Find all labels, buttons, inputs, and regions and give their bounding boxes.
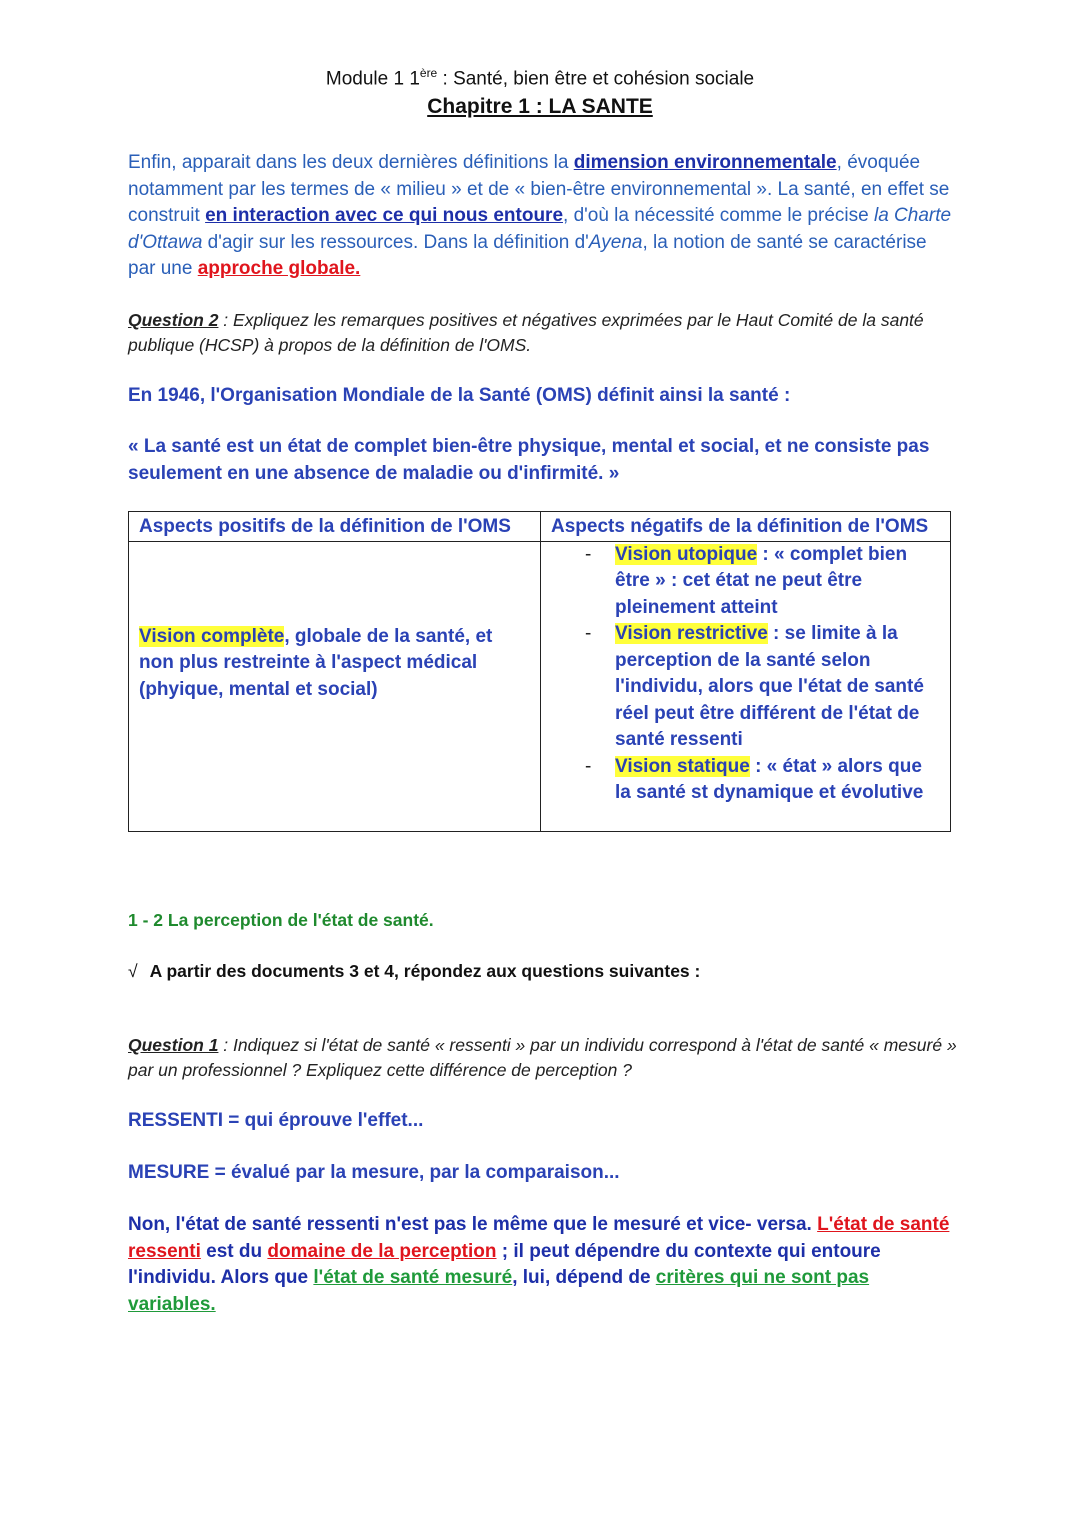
check-mark-icon: √ xyxy=(128,961,138,981)
header-positive: Aspects positifs de la définition de l'OMS xyxy=(129,512,541,542)
answer-red-1: L'état de santé ressenti xyxy=(128,1214,950,1262)
negative-cell xyxy=(541,541,951,832)
intro-text-2: , évoquée notamment par les termes de « milieu » et de « bien-être environnemental ». La santé, en effet se construit xyxy=(128,152,950,226)
module-title xyxy=(0,66,1080,90)
oms-aspects-table xyxy=(128,511,951,832)
keyword-global-approach: approche globale. xyxy=(197,258,361,279)
chapter-title xyxy=(0,95,1080,119)
list-item xyxy=(541,542,940,622)
intro-text-5: , la notion de santé se caractérise par une xyxy=(128,231,927,279)
answer-text-4: , lui, dépend de xyxy=(512,1267,656,1288)
module-suffix: : Santé, bien être et cohésion sociale xyxy=(437,68,755,90)
oms-intro: En 1946, l'Organisation Mondiale de la Santé (OMS) définit ainsi la santé : xyxy=(128,385,791,406)
list-item xyxy=(541,754,940,807)
negative-text: : « état » alors que la santé st dynamique et évolutive xyxy=(615,755,924,803)
definition-ressenti: RESSENTI = qui éprouve l'effet... xyxy=(128,1110,424,1131)
answer-text-1: Non, l'état de santé ressenti n'est pas le même que le mesuré et vice- versa. xyxy=(128,1214,818,1235)
keyword-environmental: dimension environnementale xyxy=(573,152,837,173)
answer-green-1: l'état de santé mesuré xyxy=(313,1267,513,1288)
question-2-label: Question 2 xyxy=(128,310,219,330)
section-title: 1 - 2 La perception de l'état de santé. xyxy=(128,910,434,930)
intro-text-4: d'agir sur les ressources. Dans la définition d' xyxy=(202,231,589,253)
module-superscript: ère xyxy=(419,66,438,80)
keyword-interaction: en interaction avec ce qui nous entoure xyxy=(205,205,564,226)
negative-highlight: Vision statique xyxy=(615,755,750,777)
definition-mesure: MESURE = évalué par la mesure, par la comparaison... xyxy=(128,1162,620,1183)
negative-highlight: Vision utopique xyxy=(615,543,758,565)
negative-list xyxy=(541,542,940,807)
negative-text: : se limite à la perception de la santé selon l'individu, alors que l'état de santé réel peut être différent de l'état de santé ressenti xyxy=(615,623,924,750)
question-1 xyxy=(128,1033,968,1083)
oms-quote: « La santé est un état de complet bien-être physique, mental et social, et ne consiste pas seulement en une absence de maladie ou d'infirmité. » xyxy=(128,436,930,484)
ayena-name: Ayena xyxy=(588,231,643,253)
ottawa-charter: la Charte d'Ottawa xyxy=(128,205,952,253)
question-2 xyxy=(128,308,968,358)
positive-text: , globale de la santé, et non plus restreinte à l'aspect médical (phyique, mental et social) xyxy=(139,625,493,700)
module-prefix: Module 1 1 xyxy=(325,68,420,90)
intro-paragraph xyxy=(128,150,958,283)
answer-green-2: critères qui ne sont pas variables. xyxy=(128,1267,870,1315)
answer-text-3: ; il peut dépendre du contexte qui entoure l'individu. Alors que xyxy=(128,1240,881,1288)
positive-highlight: Vision complète xyxy=(139,625,285,647)
instruction-text: A partir des documents 3 et 4, répondez aux questions suivantes : xyxy=(149,961,701,981)
chapter-title-text: Chapitre 1 : LA SANTE xyxy=(427,95,653,118)
intro-text-3: , d'où la nécessité comme le précise xyxy=(563,205,874,226)
list-item xyxy=(541,621,940,754)
answer-paragraph xyxy=(128,1212,958,1318)
intro-text-1: Enfin, apparait dans les deux dernières définitions la xyxy=(128,152,574,173)
instruction-line xyxy=(128,961,700,982)
answer-text-2: est du xyxy=(200,1240,268,1262)
table-header-row xyxy=(129,512,951,542)
question-2-text: : Expliquez les remarques positives et négatives exprimées par le Haut Comité de la santé publique (HCSP) à propos de la définition de l'OMS. xyxy=(128,310,924,355)
negative-text: : « complet bien être » : cet état ne peut être pleinement atteint xyxy=(615,543,908,618)
question-1-label: Question 1 xyxy=(128,1035,219,1055)
positive-cell xyxy=(129,541,541,832)
negative-highlight: Vision restrictive xyxy=(615,623,768,644)
question-1-text: : Indiquez si l'état de santé « ressenti » par un individu correspond à l'état de santé « mesuré » par un professionnel ? Expliquez cette différence de perception ? xyxy=(128,1035,957,1080)
answer-red-2: domaine de la perception xyxy=(267,1240,497,1262)
header-negative: Aspects négatifs de la définition de l'OMS xyxy=(541,512,951,542)
table-body-row xyxy=(129,541,951,832)
